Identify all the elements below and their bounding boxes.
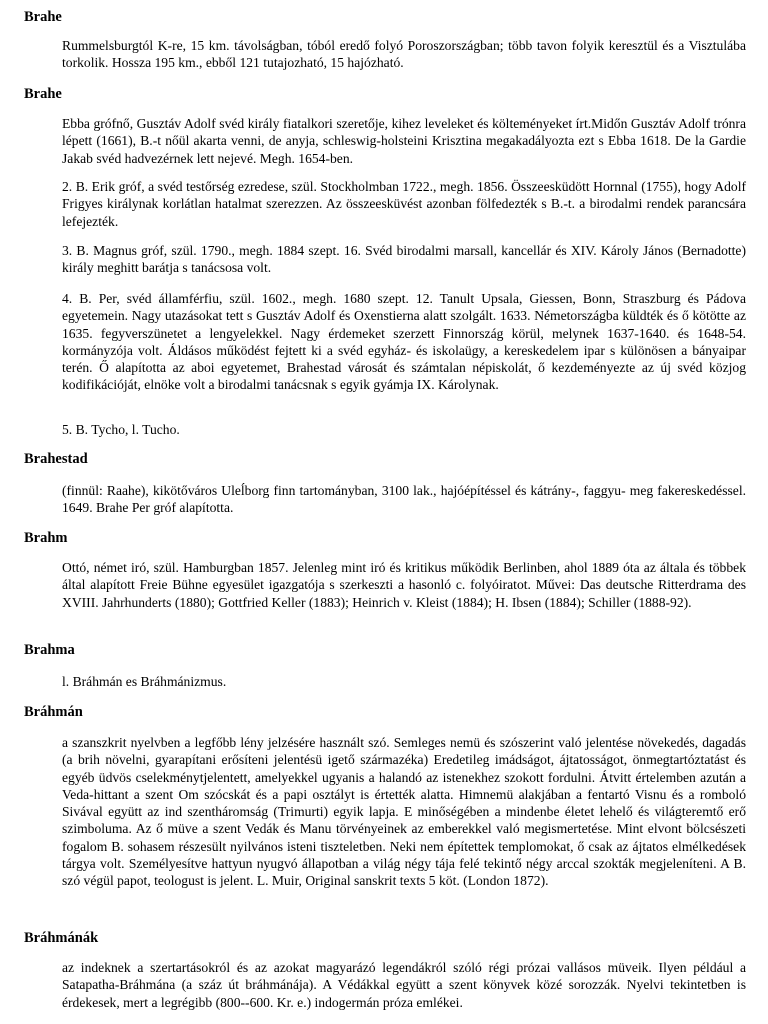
entry-paragraph: 5. B. Tycho, l. Tucho.: [62, 422, 180, 437]
entry-headword: Bráhmánák: [24, 930, 99, 946]
entry-paragraph: (finnül: Raahe), kikötőváros Uleĺborg finn tartományban, 3100 lak., hajóépítéssel és kátrány-, faggyu- meg fakereskedéssel. 1649. Brahe Per gróf alapította.: [62, 483, 746, 516]
entry-paragraph: a szanszkrit nyelvben a legfőbb lény jelzésére használt szó. Semleges nemü és szószerint való jelentése növekedés, dagadás (a brih növelni, gyarapítani erősíteni jelentésü igető származéka) Eredetileg imádságot, ájtatosságot, önmegtartóztatást és egyéb üdvös cselekménytjelentett, amelyekkel ugyanis a halandó az istenekhez szokott fordulni. Átvitt értelemben azután a Veda-hittant a szent Om szócskát és a papi osztályt is értették alatta. Himnemü alakjában a fentartó Visnu és a romboló Sivával együtt az ind szentháromság (Trimurti) egyik lapja. E minőségében a mindenbe életet lehelő és világteremtő erő szimboluma. Az ő müve a szent Vedák és Manu törvényeinek az emberekkel való megismertetése. Mint elvont bölcsészeti fogalom B. sohasem részesült nyilvános isteni tiszteletben. Neki nem építettek templomokat, ő csak az ájtatos elmélkedések tárgya volt. Személyesítve hattyun nyugvó állapotban a világ négy tája felé tekintő négy arccal szokták megjeleníteni. A B. szó végül papot, teologust is jelent. L. Muir, Original sanskrit texts 5 köt. (London 1872).: [62, 735, 746, 889]
entry-headword: Brahm: [24, 530, 68, 546]
entry-headword: Bráhmán: [24, 704, 83, 720]
entry-headword: Brahe: [24, 86, 62, 102]
entry-paragraph: 2. B. Erik gróf, a svéd testőrség ezredese, szül. Stockholmban 1722., megh. 1856. Összeesküdött Hornnal (1755), hogy Adolf Frigyes királynak korlátlan hatalmat szerezzen. Az összeesküvést azonban fölfedezték s B.-t. a birodalmi rendek parancsára lefejezték.: [62, 179, 746, 229]
entry-headword: Brahma: [24, 642, 75, 658]
entry-paragraph: l. Bráhmán es Bráhmánizmus.: [62, 674, 227, 689]
entry-paragraph: 4. B. Per, svéd államférfiu, szül. 1602., megh. 1680 szept. 12. Tanult Upsala, Giessen, Bonn, Straszburg és Pádova egyetemein. Nagy utazásokat tett s Gusztáv Adolf és Oxenstierna alatt szolgált. 1633. Németországba küldték és ő kötötte az 1635. fegyverszünetet a lengyelekkel. Nagy érdemeket szerzett Finnország körül, melynek 1637-1640. és 1648-54. kormányzója volt. Áldásos működést fejtett ki a svéd egyház- és iskolaügy, a kereskedelem ipar s különösen a bányaipar terén. Ő alapította az aboi egyetemet, Brahestad városát és számtalan népiskolát, ő kezdeményezte az új svéd közjog kodifikációját, elnöke volt a birodalmi tanácsnak s egyik gyámja IX. Károlynak.: [62, 291, 746, 393]
entry-headword: Brahestad: [24, 451, 88, 467]
entry-paragraph: Rummelsburgtól K-re, 15 km. távolságban, tóból eredő folyó Poroszországban; több tavon folyik keresztül és a Visztulába torkolik. Hossza 195 km., ebből 121 tutajozható, 15 hajózható.: [62, 38, 746, 71]
entry-paragraph: 3. B. Magnus gróf, szül. 1790., megh. 1884 szept. 16. Svéd birodalmi marsall, kancellár és XIV. Károly János (Bernadotte) király meghitt barátja s tanácsosa volt.: [62, 243, 746, 276]
entry-paragraph: Ottó, német iró, szül. Hamburgban 1857. Jelenleg mint iró és kritikus működik Berlinben, ahol 1889 óta az általa és többek által alapított Freie Bühne egyesület igazgatója s szerkeszti a hasonló c. folyóiratot. Művei: Das deutsche Ritterdrama des XVIII. Jahrhunderts (1880); Gottfried Keller (1883); Heinrich v. Kleist (1884); H. Ibsen (1884); Schiller (1888-92).: [62, 560, 746, 610]
entry-paragraph: az indeknek a szertartásokról és az azokat magyarázó legendákról szóló régi prózai vallásos müveik. Ilyen például a Satapatha-Bráhmána (a száz út bráhmánája). A Védákkal együtt a szent könyvek közé sorozzák. Nyelvi tekintetben is érdekesek, mert a legrégibb (800--600. Kr. e.) indogermán próza emlékei.: [62, 960, 746, 1010]
entry-headword: Brahe: [24, 9, 62, 25]
entry-paragraph: Ebba grófnő, Gusztáv Adolf svéd király fiatalkori szeretője, kihez leveleket és költeményeket írt.Midőn Gusztáv Adolf trónra lépett (1661), B.-t nőül akarta venni, de anyja, schleswig-holsteini Krisztina megakadályozta ezt s Ebba 1618. De la Gardie Jakab svéd hadvezérnek lett nejevé. Megh. 1654-ben.: [62, 116, 746, 166]
